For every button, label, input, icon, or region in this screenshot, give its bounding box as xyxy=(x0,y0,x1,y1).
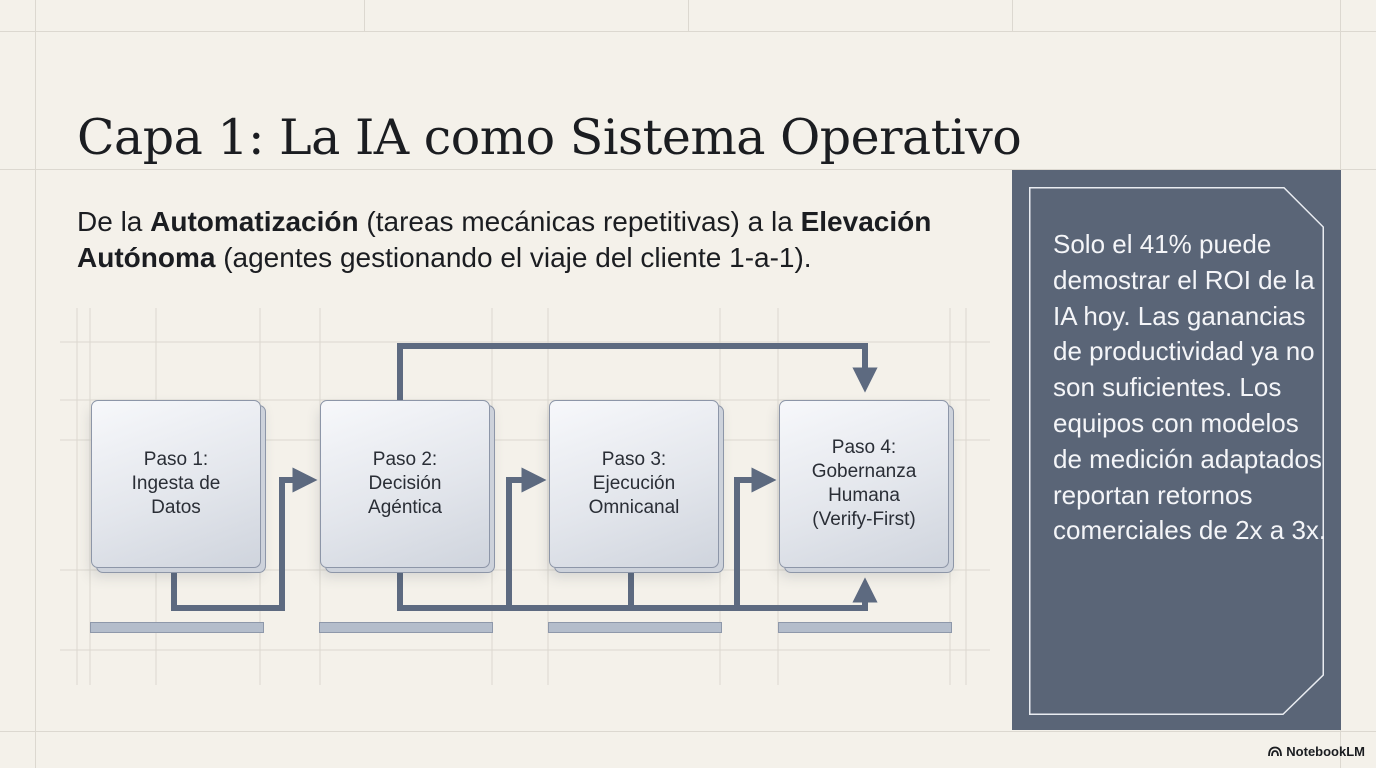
subtitle-text-2: (tareas mecánicas repetitivas) a la xyxy=(358,206,801,237)
step-2-line-1: Paso 2: xyxy=(372,449,438,470)
step-1-card xyxy=(91,400,261,568)
subtitle-bold-2: Elevación Autónoma xyxy=(77,206,932,273)
step-4-line-4: (Verify-First) xyxy=(812,509,916,530)
step-1-line-1: Paso 1: xyxy=(143,449,209,470)
page-title: Capa 1: La IA como Sistema Operativo xyxy=(77,108,1022,166)
step-1-base xyxy=(90,622,264,633)
notebooklm-logo-icon xyxy=(1268,746,1282,757)
step-3-line-2: Ejecución xyxy=(592,473,676,494)
brand-label: NotebookLM xyxy=(1286,744,1365,759)
step-3-card xyxy=(549,400,719,568)
step-4-line-1: Paso 4: xyxy=(831,437,897,458)
subtitle-bold-1: Automatización xyxy=(150,206,359,237)
step-2-line-3: Agéntica xyxy=(368,497,442,518)
step-3-base xyxy=(548,622,722,633)
step-2-line-2: Decisión xyxy=(368,473,442,494)
step-3-line-3: Omnicanal xyxy=(588,497,680,518)
step-1-line-2: Ingesta de xyxy=(131,473,221,494)
step-2-base xyxy=(319,622,493,633)
subtitle-text-1: De la xyxy=(77,206,151,237)
step-4-base xyxy=(778,622,952,633)
subtitle-text-3: (agentes gestionando el viaje del cliente 1-a-1). xyxy=(215,242,812,273)
callout-text: Solo el 41% puede demostrar el ROI de la IA hoy. Las ganancias de productividad ya no son suficientes. Los equipos con modelos de medición adaptados reportan retornos comerciales de 2x a 3x. xyxy=(1053,229,1327,546)
notebooklm-brand xyxy=(1268,744,1365,759)
step-4-line-3: Humana xyxy=(828,485,900,506)
process-diagram xyxy=(60,300,990,700)
step-1-line-3: Datos xyxy=(151,497,201,518)
step-4-card xyxy=(779,400,949,568)
subtitle xyxy=(77,204,997,276)
step-2-card xyxy=(320,400,490,568)
step-3-line-1: Paso 3: xyxy=(601,449,667,470)
step-4-line-2: Gobernanza xyxy=(811,461,917,482)
